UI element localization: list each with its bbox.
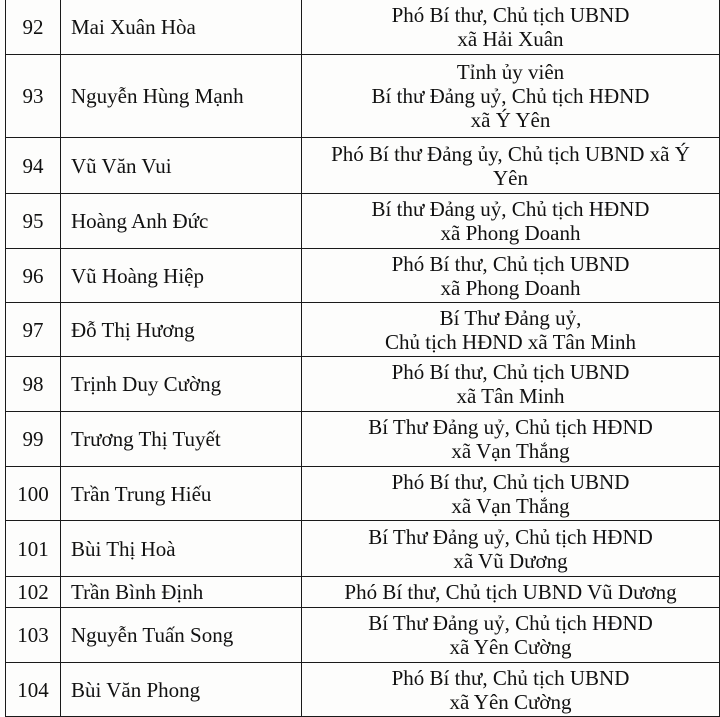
table-row bbox=[6, 249, 720, 303]
table-row bbox=[6, 412, 720, 467]
row-number: 96 bbox=[6, 249, 61, 303]
official-position bbox=[302, 663, 720, 717]
table-row bbox=[6, 303, 720, 357]
official-name: Trịnh Duy Cường bbox=[61, 357, 302, 412]
table-row bbox=[6, 467, 720, 521]
official-name: Nguyễn Hùng Mạnh bbox=[61, 55, 302, 138]
official-name: Trần Trung Hiếu bbox=[61, 467, 302, 521]
position-line: Chủ tịch HĐND xã Tân Minh bbox=[384, 329, 636, 354]
table-row bbox=[6, 577, 720, 608]
row-number: 104 bbox=[6, 663, 61, 717]
table-row bbox=[6, 55, 720, 138]
official-position bbox=[302, 577, 720, 608]
table-row bbox=[6, 663, 720, 717]
position-line: xã Vũ Dương bbox=[453, 548, 568, 573]
position-line: Tỉnh ủy viên bbox=[456, 60, 565, 84]
officials-table bbox=[5, 0, 720, 717]
official-position bbox=[302, 0, 720, 55]
position-line: Yên bbox=[493, 165, 528, 190]
position-line: xã Yên Cường bbox=[449, 635, 572, 659]
official-name: Trần Bình Định bbox=[61, 577, 302, 608]
position-line: xã Vạn Thắng bbox=[451, 493, 570, 518]
position-line: Phó Bí thư, Chủ tịch UBND bbox=[391, 360, 630, 384]
position-line: Phó Bí thư, Chủ tịch UBND bbox=[391, 665, 630, 690]
position-line: Bí Thư Đảng uỷ, Chủ tịch HĐND bbox=[368, 611, 653, 635]
position-line: xã Tân Minh bbox=[456, 384, 565, 408]
row-number: 102 bbox=[6, 577, 61, 608]
table-row bbox=[6, 0, 720, 55]
row-number: 98 bbox=[6, 357, 61, 412]
official-name: Bùi Thị Hoà bbox=[61, 521, 302, 577]
officials-table-body bbox=[6, 0, 720, 717]
position-line: Phó Bí thư, Chủ tịch UBND bbox=[391, 251, 630, 276]
table-row bbox=[6, 357, 720, 412]
position-line: xã Vạn Thắng bbox=[451, 439, 570, 463]
official-position bbox=[302, 608, 720, 663]
table-row bbox=[6, 521, 720, 577]
row-number: 99 bbox=[6, 412, 61, 467]
position-line: Phó Bí thư, Chủ tịch UBND bbox=[391, 2, 630, 27]
official-position bbox=[302, 303, 720, 357]
official-name: Mai Xuân Hòa bbox=[61, 0, 302, 55]
official-name: Bùi Văn Phong bbox=[61, 663, 302, 717]
official-name: Nguyễn Tuấn Song bbox=[61, 608, 302, 663]
official-position bbox=[302, 194, 720, 249]
position-line: xã Phong Doanh bbox=[440, 221, 581, 245]
table-row bbox=[6, 138, 720, 194]
row-number: 94 bbox=[6, 138, 61, 194]
position-line: Bí thư Đảng uỷ, Chủ tịch HĐND bbox=[371, 84, 650, 108]
official-position bbox=[302, 357, 720, 412]
position-line: xã Ý Yên bbox=[470, 108, 551, 132]
position-line: Phó Bí thư Đảng ủy, Chủ tịch UBND xã Ý bbox=[331, 141, 690, 166]
table-row bbox=[6, 194, 720, 249]
official-position bbox=[302, 467, 720, 521]
official-name: Vũ Hoàng Hiệp bbox=[61, 249, 302, 303]
official-position bbox=[302, 138, 720, 194]
row-number: 103 bbox=[6, 608, 61, 663]
official-name: Hoàng Anh Đức bbox=[61, 194, 302, 249]
official-position bbox=[302, 412, 720, 467]
official-position bbox=[302, 249, 720, 303]
position-line: Bí thư Đảng uỷ, Chủ tịch HĐND bbox=[371, 197, 650, 221]
official-position bbox=[302, 55, 720, 138]
position-line: xã Hải Xuân bbox=[457, 26, 564, 51]
row-number: 95 bbox=[6, 194, 61, 249]
position-line: Bí Thư Đảng uỷ, Chủ tịch HĐND bbox=[368, 415, 653, 439]
row-number: 93 bbox=[6, 55, 61, 138]
official-name: Đỗ Thị Hương bbox=[61, 303, 302, 357]
row-number: 101 bbox=[6, 521, 61, 577]
official-name: Vũ Văn Vui bbox=[61, 138, 302, 194]
official-name: Trương Thị Tuyết bbox=[61, 412, 302, 467]
row-number: 92 bbox=[6, 0, 61, 55]
row-number: 100 bbox=[6, 467, 61, 521]
position-line: Phó Bí thư, Chủ tịch UBND bbox=[391, 469, 630, 494]
row-number: 97 bbox=[6, 303, 61, 357]
table-row bbox=[6, 608, 720, 663]
position-line: xã Yên Cường bbox=[449, 689, 572, 714]
position-line: xã Phong Doanh bbox=[440, 275, 581, 300]
position-line: Bí Thư Đảng uỷ, bbox=[439, 305, 582, 330]
position-line: Phó Bí thư, Chủ tịch UBND Vũ Dương bbox=[344, 580, 677, 604]
official-position bbox=[302, 521, 720, 577]
position-line: Bí Thư Đảng uỷ, Chủ tịch HĐND bbox=[368, 524, 653, 549]
